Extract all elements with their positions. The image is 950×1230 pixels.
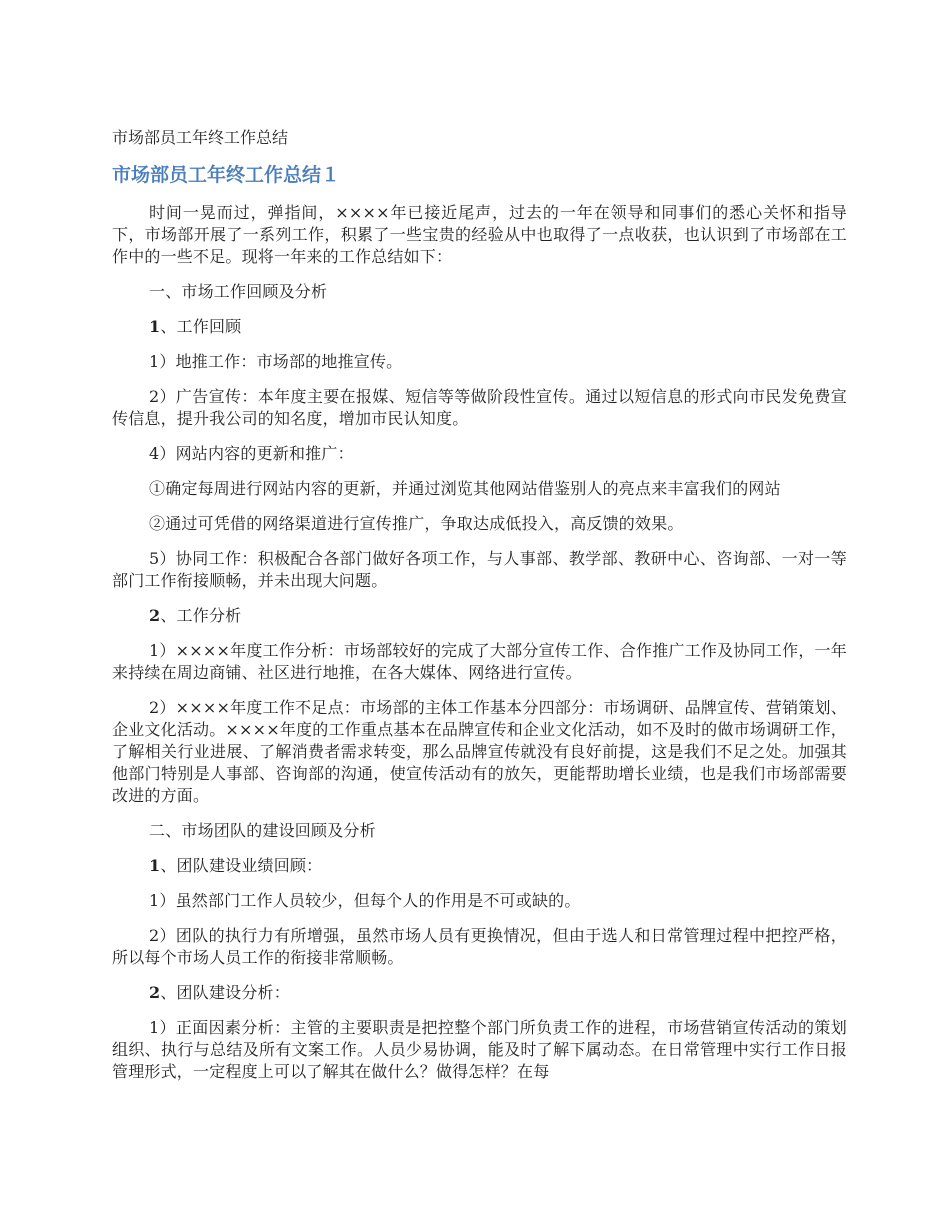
paragraph [112, 605, 847, 627]
paragraph [112, 386, 847, 430]
paragraph [112, 202, 847, 268]
document-title: 市场部员工年终工作总结 [112, 128, 289, 147]
paragraph-list [112, 202, 847, 1083]
paragraph [112, 478, 847, 500]
paragraph [112, 1017, 847, 1083]
paragraph-number: 1 [149, 317, 161, 336]
paragraph-text: 一、市场工作回顾及分析 [149, 282, 328, 301]
paragraph-text: 1）正面因素分析：主管的主要职责是把控整个部门所负责工作的进程，市场营销宣传活动的策划组织、执行与总结及所有文案工作。人员少易协调，能及时了解下属动态。在日常管理中实行工作日报管理形式，一定程度上可以了解其在做什么？做得怎样？在每 [112, 1018, 847, 1081]
paragraph-text: 4）网站内容的更新和推广： [149, 444, 354, 463]
paragraph [112, 351, 847, 373]
paragraph [112, 855, 847, 877]
section-heading: 市场部员工年终工作总结１ [112, 164, 341, 186]
paragraph-text: ①确定每周进行网站内容的更新，并通过浏览其他网站借鉴别人的亮点来丰富我们的网站 [149, 479, 781, 498]
paragraph-text: 5）协同工作：积极配合各部门做好各项工作，与人事部、教学部、教研中心、咨询部、一对一等部门工作衔接顺畅，并未出现大问题。 [112, 549, 847, 590]
paragraph-text: 、工作分析 [160, 606, 242, 625]
paragraph [112, 697, 847, 807]
paragraph-text: 、团队建设分析： [160, 983, 290, 1002]
paragraph-text: 1）虽然部门工作人员较少，但每个人的作用是不可或缺的。 [149, 891, 581, 910]
paragraph [112, 548, 847, 592]
paragraph [112, 925, 847, 969]
paragraph [112, 513, 847, 535]
paragraph-text: 时间一晃而过，弹指间，××××年已接近尾声，过去的一年在领导和同事们的悉心关怀和指导下，市场部开展了一系列工作，积累了一些宝贵的经验从中也取得了一点收获，也认识到了市场部在工作中的一些不足。现将一年来的工作总结如下： [112, 203, 847, 266]
paragraph-text: 、工作回顾 [160, 317, 242, 336]
paragraph-text: 1）××××年度工作分析：市场部较好的完成了大部分宣传工作、合作推广工作及协同工作，一年来持续在周边商铺、社区进行地推，在各大媒体、网络进行宣传。 [112, 641, 847, 682]
paragraph-number: 2 [149, 606, 161, 625]
paragraph-text: 2）团队的执行力有所增强，虽然市场人员有更换情况，但由于选人和日常管理过程中把控严格，所以每个市场人员工作的衔接非常顺畅。 [112, 926, 847, 967]
paragraph-text: 2）××××年度工作不足点：市场部的主体工作基本分四部分：市场调研、品牌宣传、营销策划、企业文化活动。××××年度的工作重点基本在品牌宣传和企业文化活动，如不及时的做市场调研工作，了解相关行业进展、了解消费者需求转变，那么品牌宣传就没有良好前提，这是我们不足之处。加强其他部门特别是人事部、咨询部的沟通，使宣传活动有的放矢，更能帮助增长业绩，也是我们市场部需要改进的方面。 [112, 698, 847, 805]
paragraph [112, 640, 847, 684]
paragraph-text: 2）广告宣传：本年度主要在报媒、短信等等做阶段性宣传。通过以短信息的形式向市民发免费宣传信息，提升我公司的知名度，增加市民认知度。 [112, 387, 847, 428]
paragraph [112, 443, 847, 465]
paragraph [112, 281, 847, 303]
paragraph-text: ②通过可凭借的网络渠道进行宣传推广，争取达成低投入，高反馈的效果。 [149, 514, 684, 533]
document-page [112, 120, 847, 1096]
paragraph-number: 2 [149, 983, 161, 1002]
paragraph [112, 820, 847, 842]
paragraph-text: 二、市场团队的建设回顾及分析 [149, 821, 376, 840]
paragraph [112, 316, 847, 338]
paragraph [112, 890, 847, 912]
paragraph-text: 1）地推工作：市场部的地推宣传。 [149, 352, 403, 371]
paragraph-text: 、团队建设业绩回顾： [160, 856, 323, 875]
paragraph [112, 982, 847, 1004]
paragraph-number: 1 [149, 856, 161, 875]
